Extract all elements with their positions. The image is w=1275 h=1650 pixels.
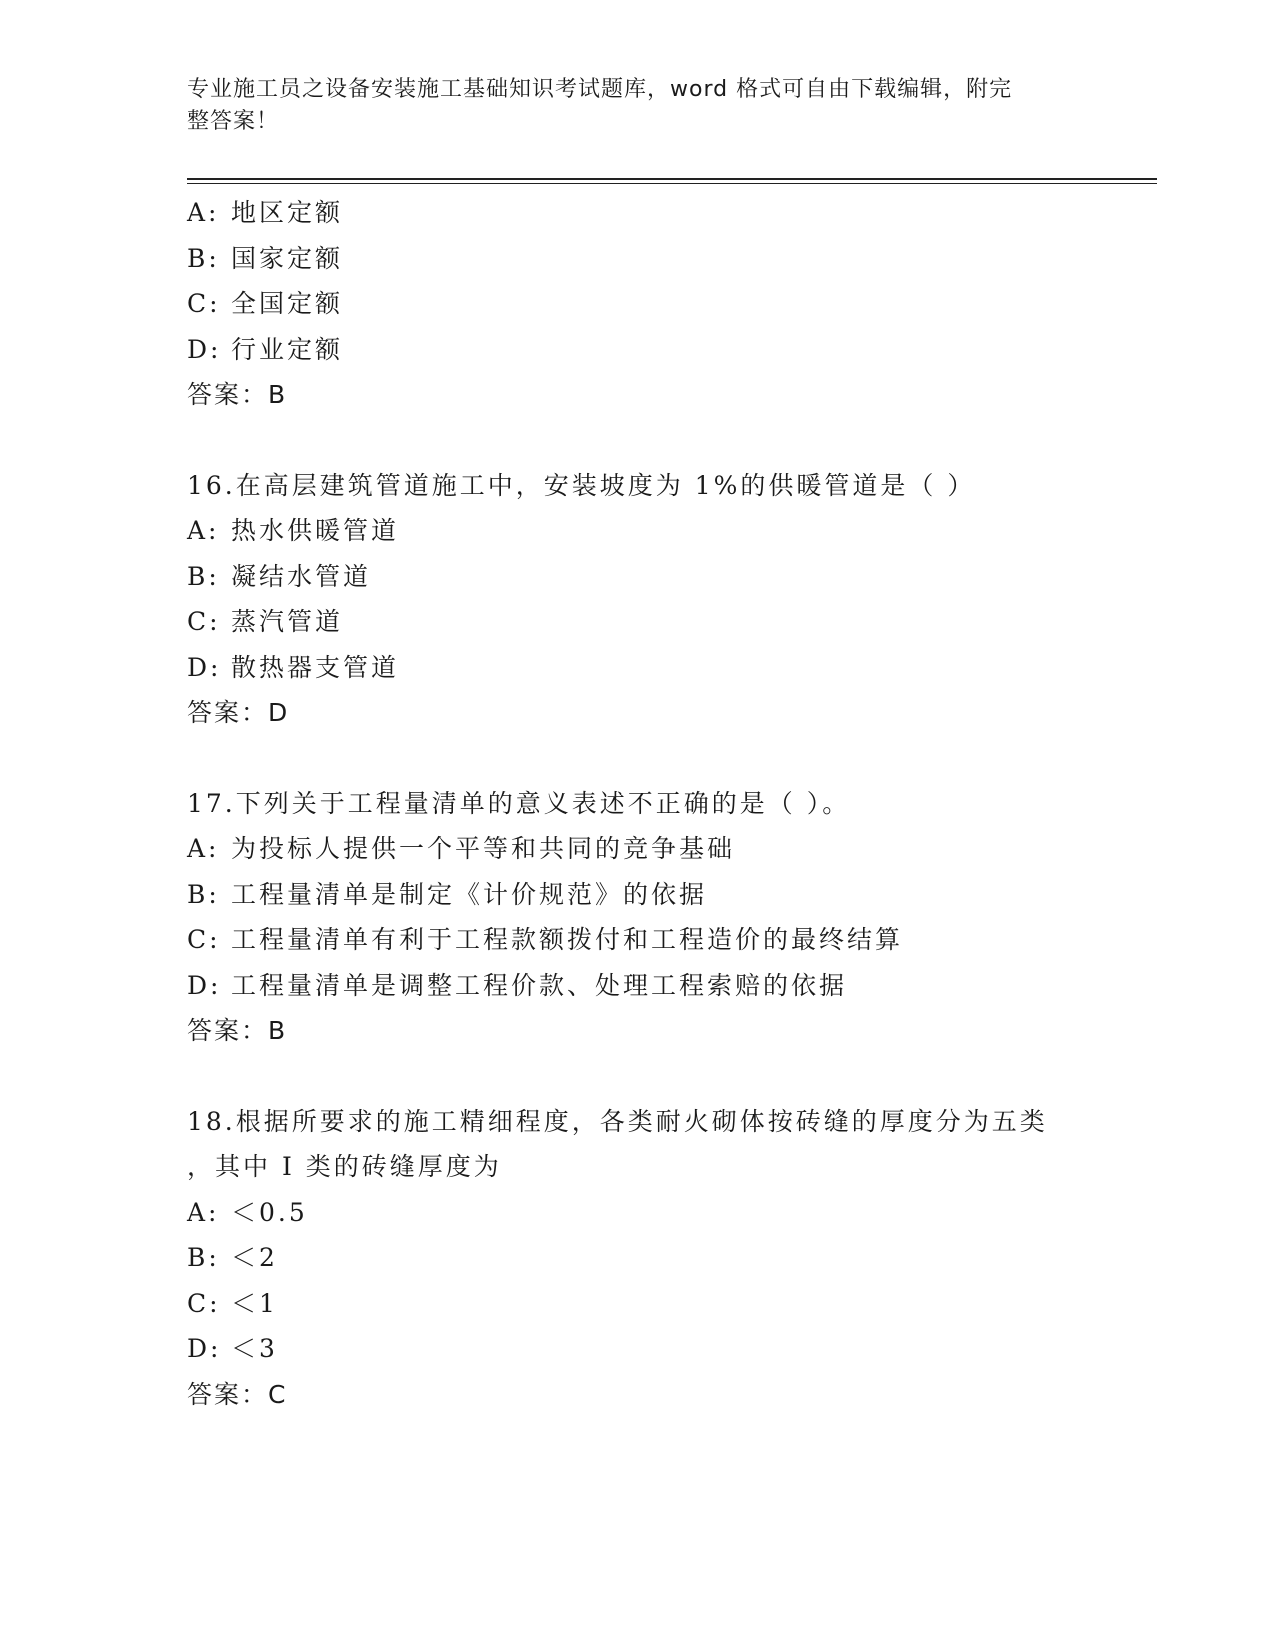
question-stem: 16.在高层建筑管道施工中，安装坡度为 1%的供暖管道是（ ） <box>187 470 976 500</box>
option-text: 工程量清单有利于工程款额拨付和工程造价的最终结算 <box>231 925 904 954</box>
question-18 <box>187 1099 1157 1418</box>
option-letter: B: <box>187 243 220 273</box>
option-text: 工程量清单是调整工程价款、处理工程索赔的依据 <box>231 970 848 1000</box>
option-letter: B: <box>187 561 220 591</box>
option-letter: C: <box>187 925 221 954</box>
option-text: 蒸汽管道 <box>231 607 344 636</box>
option-text: 凝结水管道 <box>231 561 372 591</box>
option-b <box>187 1235 1157 1281</box>
answer-line: 答案：B <box>187 380 288 409</box>
option-c <box>187 281 1157 327</box>
answer-line: 答案：C <box>187 1379 288 1409</box>
option-text: 行业定额 <box>231 334 344 364</box>
question-spacer <box>187 1054 1157 1099</box>
option-text: 全国定额 <box>231 289 344 318</box>
option-text: ＜0.5 <box>231 1197 308 1227</box>
option-letter: A: <box>187 834 220 863</box>
option-d <box>187 645 1157 691</box>
option-text: ＜3 <box>231 1334 278 1363</box>
option-text: 热水供暖管道 <box>231 516 400 545</box>
option-a <box>187 1190 1157 1236</box>
option-a <box>187 190 1157 236</box>
answer-line: 答案：B <box>187 1016 288 1045</box>
option-text: 工程量清单是制定《计价规范》的依据 <box>231 879 708 909</box>
option-letter: B: <box>187 879 220 909</box>
question-16 <box>187 463 1157 736</box>
option-text: ＜2 <box>231 1243 278 1272</box>
document-header <box>187 74 1067 138</box>
question-17 <box>187 781 1157 1054</box>
option-letter: B: <box>187 1243 220 1272</box>
question-spacer <box>187 736 1157 781</box>
option-letter: D: <box>187 970 222 1000</box>
option-letter: A: <box>187 198 220 227</box>
option-text: 国家定额 <box>231 243 344 273</box>
option-d <box>187 327 1157 373</box>
option-c <box>187 1281 1157 1327</box>
option-letter: A: <box>187 1197 220 1227</box>
option-letter: D: <box>187 334 222 364</box>
question-stem-continued: ，其中 I 类的砖缝厚度为 <box>187 1152 502 1181</box>
option-text: 散热器支管道 <box>231 652 400 682</box>
option-b <box>187 236 1157 282</box>
header-rule-thin <box>187 183 1157 184</box>
option-text: 为投标人提供一个平等和共同的竞争基础 <box>231 834 736 863</box>
option-d <box>187 963 1157 1009</box>
header-line-1: 专业施工员之设备安装施工基础知识考试题库，word 格式可自由下载编辑，附完 <box>187 77 1013 102</box>
option-letter: C: <box>187 289 221 318</box>
question-15 <box>187 190 1157 418</box>
option-d <box>187 1326 1157 1372</box>
option-text: ＜1 <box>231 1288 278 1318</box>
option-c <box>187 599 1157 645</box>
question-stem: 18.根据所要求的施工精细程度，各类耐火砌体按砖缝的厚度分为五类 <box>187 1106 1048 1136</box>
option-b <box>187 554 1157 600</box>
option-a <box>187 508 1157 554</box>
option-text: 地区定额 <box>231 198 344 227</box>
option-a <box>187 826 1157 872</box>
option-letter: D: <box>187 1334 222 1363</box>
header-rule-thick <box>187 178 1157 180</box>
header-line-2: 整答案！ <box>187 109 280 134</box>
option-letter: C: <box>187 607 221 636</box>
question-list <box>187 190 1157 1417</box>
option-letter: C: <box>187 1288 221 1318</box>
option-letter: D: <box>187 652 222 682</box>
option-b <box>187 872 1157 918</box>
answer-line: 答案：D <box>187 698 290 727</box>
option-c <box>187 917 1157 963</box>
question-stem: 17.下列关于工程量清单的意义表述不正确的是（ ）。 <box>187 788 851 818</box>
option-letter: A: <box>187 516 220 545</box>
question-spacer <box>187 418 1157 463</box>
